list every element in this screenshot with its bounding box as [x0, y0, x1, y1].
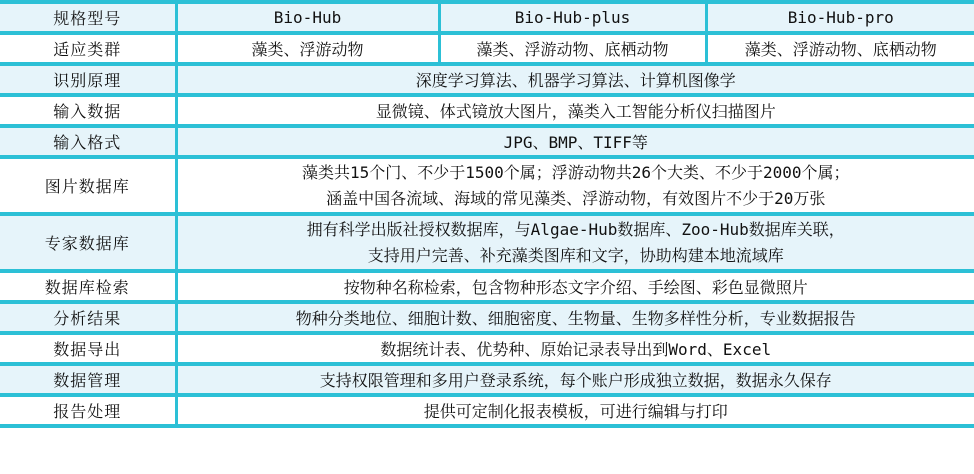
table-row-analysis-results — [0, 302, 974, 333]
cell-content: JPG、BMP、TIFF等 — [176, 126, 974, 157]
table-row-taxa — [0, 33, 974, 64]
cell-taxa-2: 藻类、浮游动物、底栖动物 — [439, 33, 706, 64]
table-row-image-database — [0, 157, 974, 214]
row-label: 输入数据 — [0, 95, 176, 126]
row-label: 适应类群 — [0, 33, 176, 64]
row-label: 数据管理 — [0, 364, 176, 395]
cell-content: 支持权限管理和多用户登录系统，每个账户形成独立数据，数据永久保存 — [176, 364, 974, 395]
cell-content: 数据统计表、优势种、原始记录表导出到Word、Excel — [176, 333, 974, 364]
cell-line-1: 拥有科学出版社授权数据库，与Algae-Hub数据库、Zoo-Hub数据库关联， — [306, 219, 845, 239]
row-label: 图片数据库 — [0, 157, 176, 214]
table-row-report-processing — [0, 395, 974, 426]
table-row-data-management — [0, 364, 974, 395]
cell-content: 深度学习算法、机器学习算法、计算机图像学 — [176, 64, 974, 95]
table-row-recognition-principle — [0, 64, 974, 95]
cell-content: 物种分类地位、细胞计数、细胞密度、生物量、生物多样性分析，专业数据报告 — [176, 302, 974, 333]
row-label: 规格型号 — [0, 2, 176, 33]
cell-content — [176, 214, 974, 271]
cell-model-biohub: Bio-Hub — [176, 2, 439, 33]
row-label: 专家数据库 — [0, 214, 176, 271]
table-row-expert-database — [0, 214, 974, 271]
row-label: 分析结果 — [0, 302, 176, 333]
row-label: 识别原理 — [0, 64, 176, 95]
table-row-input-data — [0, 95, 974, 126]
cell-content — [176, 157, 974, 214]
row-label: 输入格式 — [0, 126, 176, 157]
row-label: 报告处理 — [0, 395, 176, 426]
cell-line-2: 支持用户完善、补充藻类图库和文字，协助构建本地流域库 — [367, 245, 784, 265]
cell-line-2: 涵盖中国各流域、海域的常见藻类、浮游动物，有效图片不少于20万张 — [326, 188, 826, 208]
cell-content: 显微镜、体式镜放大图片，藻类入工智能分析仪扫描图片 — [176, 95, 974, 126]
row-label: 数据库检索 — [0, 271, 176, 302]
row-label: 数据导出 — [0, 333, 176, 364]
cell-content: 提供可定制化报表模板，可进行编辑与打印 — [176, 395, 974, 426]
cell-line-1: 藻类共15个门、不少于1500个属；浮游动物共26个大类、不少于2000个属； — [301, 162, 850, 182]
table-row-data-export — [0, 333, 974, 364]
table-row-database-search — [0, 271, 974, 302]
cell-content: 按物种名称检索，包含物种形态文字介绍、手绘图、彩色显微照片 — [176, 271, 974, 302]
cell-taxa-1: 藻类、浮游动物 — [176, 33, 439, 64]
cell-model-biohub-pro: Bio-Hub-pro — [706, 2, 974, 33]
table-row-input-format — [0, 126, 974, 157]
cell-taxa-3: 藻类、浮游动物、底栖动物 — [706, 33, 974, 64]
table-row-model — [0, 2, 974, 33]
cell-model-biohub-plus: Bio-Hub-plus — [439, 2, 706, 33]
